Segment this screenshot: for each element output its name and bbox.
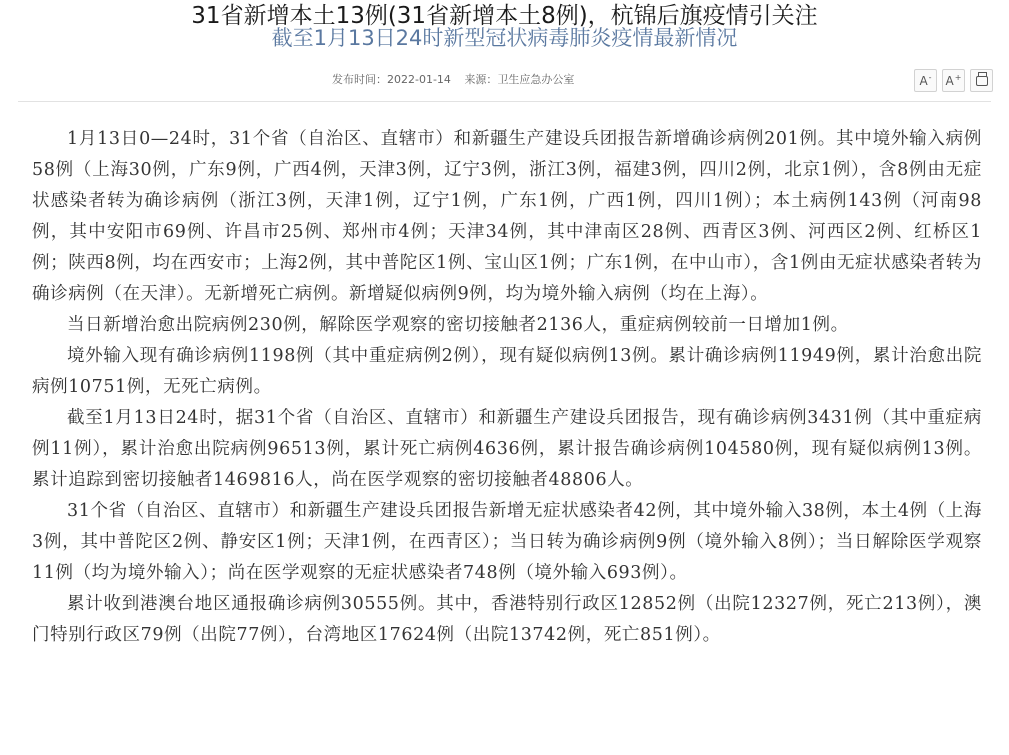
font-increase-icon: A+ — [945, 73, 962, 88]
article-title: 截至1月13日24时新型冠状病毒肺炎疫情最新情况 — [271, 26, 738, 50]
paragraph: 当日新增治愈出院病例230例，解除医学观察的密切接触者2136人，重症病例较前一日增加1例。 — [67, 315, 849, 335]
print-button[interactable] — [970, 69, 993, 92]
font-decrease-icon: A- — [919, 73, 932, 88]
article-meta — [332, 71, 584, 87]
source-value: 卫生应急办公室 — [497, 73, 575, 86]
page-title: 31省新增本土13例(31省新增本土8例)，杭锦后旗疫情引关注 — [191, 3, 818, 29]
divider — [18, 101, 991, 102]
paragraph: 1月13日0—24时，31个省（自治区、直辖市）和新疆生产建设兵团报告新增确诊病例201例。其中境外输入病例58例（上海30例，广东9例，广西4例，天津3例，辽宁3例，浙江3例，福建3例，四川2例，北京1例），含8例由无症状感染者转为确诊病例（浙江3例，天津1例，辽宁1例，广东1例，广西1例，四川1例）；本土病例143例（河南98例，其中安阳市69例、许昌市25例、郑州市4例；天津34例，其中津南区28例、西青区3例、河西区2例、红桥区1例；陕西8例，均在西安市；上海2例，其中普陀区1例、宝山区1例；广东1例，在中山市），含1例由无症状感染者转为确诊病例（在天津）。无新增死亡病例。新增疑似病例9例，均为境外输入病例（均在上海）。 — [32, 129, 982, 304]
paragraph: 累计收到港澳台地区通报确诊病例30555例。其中，香港特别行政区12852例（出院12327例，死亡213例），澳门特别行政区79例（出院77例），台湾地区17624例（出院13742例，死亡851例）。 — [32, 594, 982, 645]
font-increase-button[interactable] — [942, 69, 965, 92]
source — [464, 73, 574, 86]
paragraph: 31个省（自治区、直辖市）和新疆生产建设兵团报告新增无症状感染者42例，其中境外输入38例，本土4例（上海3例，其中普陀区2例、静安区1例；天津1例，在西青区）；当日转为确诊病例9例（境外输入8例）；当日解除医学观察11例（均为境外输入）；尚在医学观察的无症状感染者748例（境外输入693例）。 — [32, 501, 982, 583]
publish-date-value: 2022-01-14 — [387, 73, 451, 86]
publish-date — [332, 73, 451, 86]
paragraph: 截至1月13日24时，据31个省（自治区、直辖市）和新疆生产建设兵团报告，现有确诊病例3431例（其中重症病例11例），累计治愈出院病例96513例，累计死亡病例4636例，累计报告确诊病例104580例，现有疑似病例13例。累计追踪到密切接触者1469816人，尚在医学观察的密切接触者48806人。 — [32, 408, 982, 490]
paragraph: 境外输入现有确诊病例1198例（其中重症病例2例），现有疑似病例13例。累计确诊病例11949例，累计治愈出院病例10751例，无死亡病例。 — [32, 346, 982, 397]
font-decrease-button[interactable] — [914, 69, 937, 92]
article-body — [32, 124, 982, 651]
publish-label: 发布时间： — [332, 73, 387, 86]
source-label: 来源： — [464, 73, 498, 86]
article-tools — [914, 69, 993, 92]
printer-icon — [976, 76, 988, 86]
